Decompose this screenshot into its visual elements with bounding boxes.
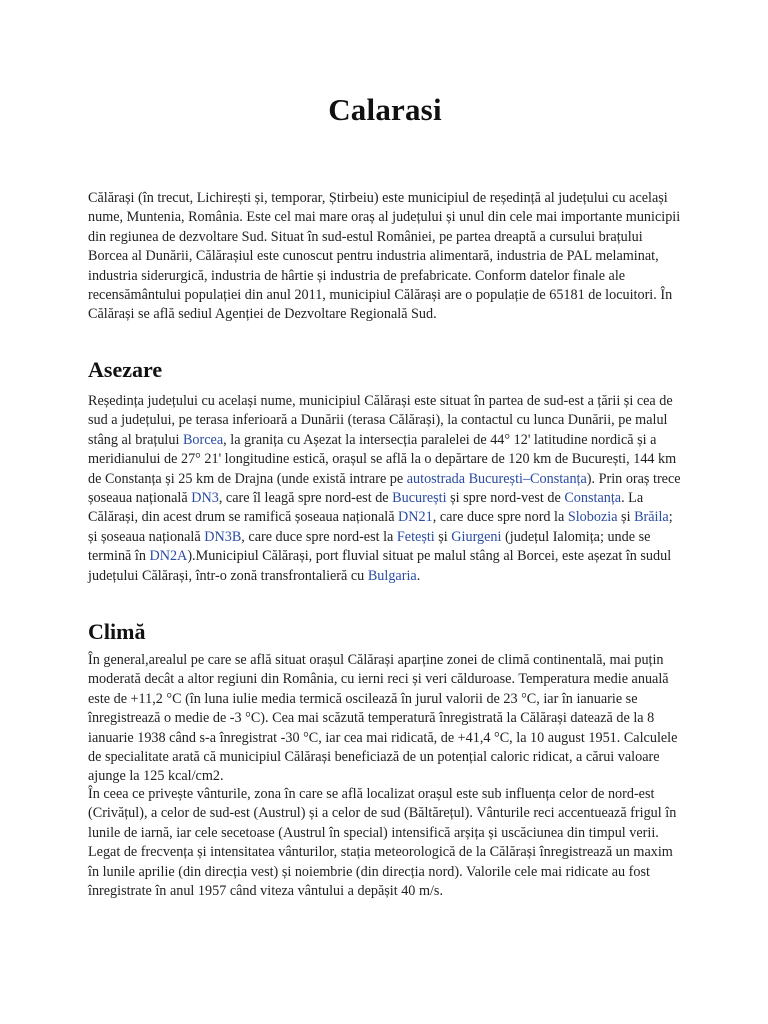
asezare-text-6: . La Călărași, din acest drum se ramifică șoseaua națională: [88, 490, 644, 526]
link-dn3[interactable]: DN3: [191, 490, 219, 507]
asezare-text-1: Reședința județului cu același nume, municipiul Călărași este situat în partea de sud-est a țării și cea de sud a județului, pe terasa inferioară a Dunării (terasa Călărași), la contactul cu lunca Dunării, pe malul stâng al brațului: [88, 393, 673, 448]
asezare-text-8: și: [617, 509, 635, 526]
link-bucuresti[interactable]: București: [392, 490, 447, 507]
link-dn2a[interactable]: DN2A: [149, 548, 188, 565]
asezare-text-12: (județul Ialomița; unde se termină în: [88, 528, 651, 565]
link-fetesti[interactable]: Fetești: [396, 528, 435, 545]
link-borcea[interactable]: Borcea: [182, 431, 224, 448]
asezare-text-14: .: [416, 567, 421, 584]
link-autostrada-bucuresti-constanta[interactable]: autostrada București–Constanța: [406, 470, 587, 487]
asezare-paragraph: [88, 392, 682, 586]
intro-paragraph: Călărași (în trecut, Lichirești și, temporar, Știrbeiu) este municipiul de reședință al județului cu același nume, Muntenia, România. Este cel mai mare oraș al județului și unul din cele mai importante municipii din regiunea de dezvoltare Sud. Situat în sud-estul României, pe partea dreaptă a cursului brațului Borcea al Dunării, Călărașiul este cunoscut pentru industria alimentară, industria de PAL melaminat, industria siderurgică, industria de hârtie și industria de prefabricate. Conform datelor finale ale recensământului populației din anul 2011, municipiul Călărași are o populație de 65181 de locuitori. În Călărași se află sediul Agenției de Dezvoltare Regională Sud.: [88, 190, 681, 323]
link-slobozia[interactable]: Slobozia: [567, 509, 618, 526]
link-constanta[interactable]: Constanța: [564, 490, 622, 507]
asezare-text-7: , care duce spre nord la: [432, 509, 568, 526]
asezare-text-2: , la granița cu Așezat la intersecția paralelei de 44° 12' latitudine nordică și a meridianului de 27° 21' longitudine estică, orașul se află la o depărtare de 120 km de București, 144 km de Constanța și 25 km de Drajna (unde există intrare pe: [88, 431, 677, 487]
link-bulgaria[interactable]: Bulgaria: [367, 567, 417, 584]
link-dn3b[interactable]: DN3B: [204, 528, 242, 545]
clima-paragraph-2: În ceea ce privește vânturile, zona în care se află localizat orașul este sub influența celor de nord-est (Crivățul), a celor de sud-est (Austrul) și a celor de sud (Băltărețul). Vânturile reci accentuează frigul în lunile de iarnă, iar cele secetoase (Austrul în special) intensifică arșița și uscăciunea din timpul verii. Legat de frecvența și intensitatea vânturilor, stația meteorologică de la Călărași înregistrează un maxim în lunile aprilie (din direcția vest) și noiembrie (din direcția nord). Valorile cele mai ridicate au fost înregistrate în anul 1957 când viteza vântului a depășit 40 m/s.: [88, 786, 677, 900]
asezare-text-3: ). Prin oraș trece șoseaua națională: [88, 470, 681, 507]
link-dn21[interactable]: DN21: [398, 509, 433, 526]
page-title: Calarasi: [328, 92, 442, 127]
asezare-text-10: , care duce spre nord-est la: [241, 528, 397, 545]
section-heading-asezare: Asezare: [88, 357, 163, 382]
link-braila[interactable]: Brăila: [634, 509, 669, 526]
section-heading-clima: Climă: [88, 619, 146, 644]
asezare-text-13: ).Municipiul Călărași, port fluvial situat pe malul stâng al Borcei, este așezat în sudul județului Călărași, într-o zonă transfrontalieră cu: [88, 548, 672, 584]
asezare-text-5: și spre nord-vest de: [446, 490, 565, 507]
asezare-text-11: și: [434, 528, 452, 545]
clima-paragraph-1: În general,arealul pe care se află situat orașul Călărași aparține zonei de climă continentală, mai puțin moderată decât a altor regiuni din România, cu ierni reci și veri călduroase. Temperatura medie anuală este de +11,2 °C (în luna iulie media termică oscilează în jurul valorii de 23 °C, iar în ianuarie se înregistrează o medie de -3 °C). Cea mai scăzută temperatură înregistrată la Călărași datează de la 8 ianuarie 1938 când s-a înregistrat -30 °C, iar cea mai ridicată, de +41,4 °C, la 10 august 1951. Calculele de specialitate arată că municipiul Călărași beneficiază de un potențial caloric ridicat, a cărui valoare ajunge la 125 kcal/cm2.: [88, 652, 678, 785]
asezare-text-4: , care îl leagă spre nord-est de: [218, 490, 393, 507]
asezare-text-9: ; și șoseaua națională: [88, 509, 673, 545]
link-giurgeni[interactable]: Giurgeni: [451, 528, 502, 545]
